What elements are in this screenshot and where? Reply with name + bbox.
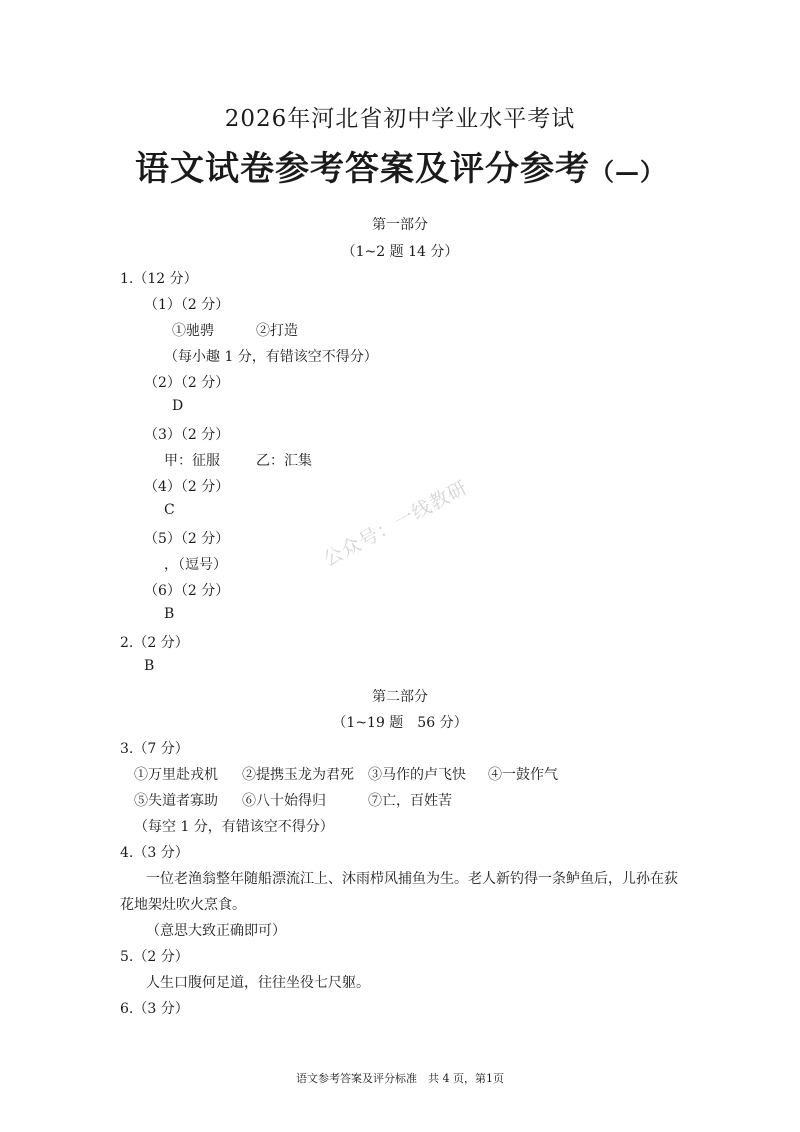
part1-range: （1~2 题 14 分） [341, 244, 459, 260]
q3-note: （每空 1 分，有错该空不得分） [134, 819, 334, 835]
q1-sub1-answer-b: ②打造 [256, 323, 298, 339]
q1-sub1-label: （1）（2 分） [144, 297, 230, 313]
q3-answer-1: ①万里赴戎机 [134, 767, 218, 783]
q1-sub1-note: （每小趣 1 分，有错该空不得分） [164, 349, 378, 365]
q5-label: 5.（2 分） [120, 949, 189, 965]
q4-label: 4.（3 分） [120, 845, 189, 861]
q2-answer: B [144, 658, 155, 674]
q4-note: （意思大致正确即可） [146, 923, 286, 939]
page-footer: 语文参考答案及评分标准 共 4 页，第1页 [296, 1072, 504, 1085]
q3-answer-2: ②提携玉龙为君死 [242, 767, 354, 783]
q3-answer-6: ⑥八十始得归 [242, 793, 326, 809]
q1-sub2-answer: D [172, 398, 184, 414]
q3-answer-7: ⑦亡，百姓苦 [368, 793, 452, 809]
main-title [0, 141, 800, 190]
q1-sub2-label: （2）（2 分） [144, 375, 230, 391]
exam-title: 2026年河北省初中学业水平考试 [224, 106, 576, 132]
q3-answer-3: ③马作的卢飞快 [368, 767, 466, 783]
q1-sub6-label: （6）（2 分） [144, 583, 230, 599]
q1-sub4-label: （4）（2 分） [144, 479, 230, 495]
q3-label: 3.（7 分） [120, 741, 189, 757]
q1-sub3-answer-a: 甲：征服 [164, 453, 220, 469]
q4-answer-line-2: 花地架灶吹火烹食。 [120, 897, 246, 913]
part1-heading: 第一部分 [372, 217, 428, 233]
q6-label: 6.（3 分） [120, 1001, 189, 1017]
q1-sub4-answer: C [164, 502, 175, 518]
q3-answer-4: ④一鼓作气 [488, 767, 558, 783]
q3-answer-5: ⑤失道者寡助 [134, 793, 218, 809]
q1-sub5-label: （5）（2 分） [144, 531, 230, 547]
main-title-text: 语文试卷参考答案及评分参考 [135, 149, 590, 189]
q1-label: 1.（12 分） [120, 271, 198, 287]
q1-sub1-answer-a: ①驰骋 [172, 323, 214, 339]
watermark-text: 公众号：一线教研 [319, 476, 472, 571]
q1-sub3-label: （3）（2 分） [144, 427, 230, 443]
q2-label: 2.（2 分） [120, 635, 189, 651]
q1-sub5-answer: ，（逗号） [164, 557, 227, 573]
q1-sub3-answer-b: 乙：汇集 [256, 453, 312, 469]
q1-sub6-answer: B [164, 606, 175, 622]
part2-heading: 第二部分 [372, 689, 428, 705]
part2-range: （1~19 题 56 分） [332, 715, 468, 731]
q5-answer: 人生口腹何足道，往往坐役七尺躯。 [146, 975, 370, 991]
q4-answer-line-1: 一位老渔翁整年随船漂流江上、沐雨栉风捕鱼为生。老人新钓得一条鲈鱼后，儿孙在荻 [146, 871, 678, 887]
main-title-suffix: （—） [590, 157, 665, 186]
